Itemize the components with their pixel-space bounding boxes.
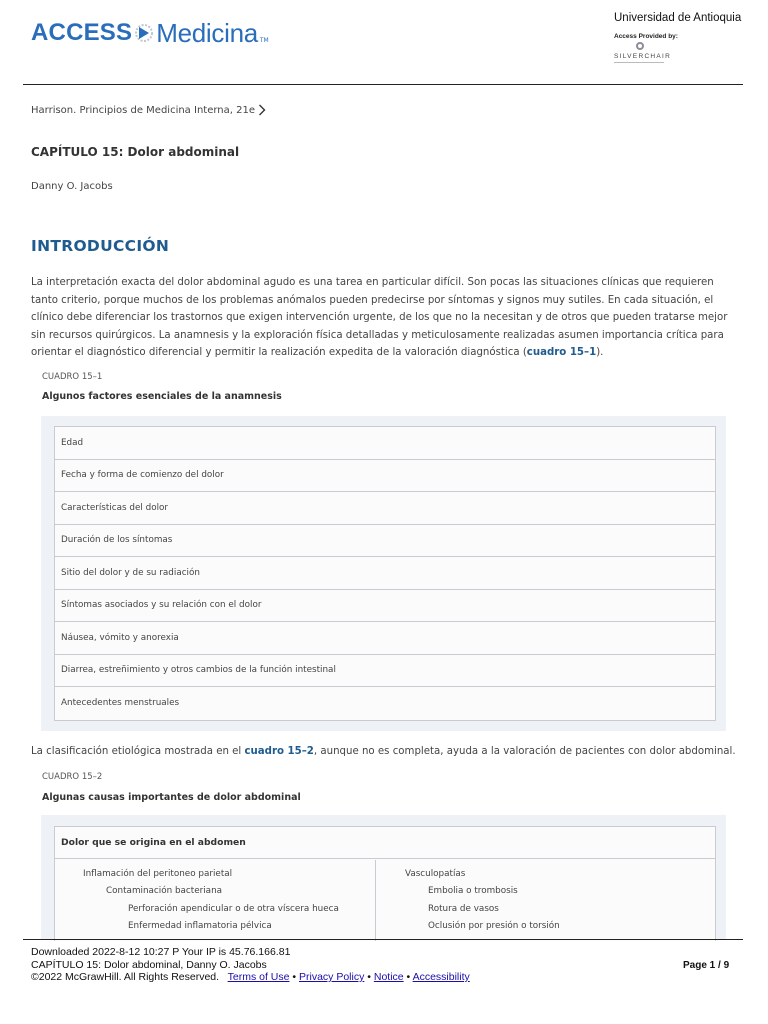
page-footer xyxy=(31,946,470,984)
chevron-right-icon xyxy=(258,104,266,116)
footer-separator: • xyxy=(289,971,299,983)
breadcrumb[interactable] xyxy=(31,104,266,116)
intro-paragraph-end: ). xyxy=(596,347,604,358)
provider-name: SILVERCHAIR xyxy=(614,53,672,60)
table-15-2-link[interactable]: cuadro 15–2 xyxy=(244,746,314,757)
copyright-text: ©2022 McGrawHill. All Rights Reserved. xyxy=(31,971,220,983)
footer-separator: • xyxy=(364,971,374,983)
table1-title: Algunos factores esenciales de la anamnesis xyxy=(42,391,282,402)
access-provided-by-label: Access Provided by: xyxy=(614,33,678,40)
classification-paragraph xyxy=(31,743,736,761)
table2-label: CUADRO 15–2 xyxy=(42,772,103,782)
logo-medicina-text: Medicina xyxy=(156,17,258,48)
table-row: Antecedentes menstruales xyxy=(61,698,180,709)
table1-label: CUADRO 15–1 xyxy=(42,372,103,382)
institution-name: Universidad de Antioquia xyxy=(614,12,742,24)
logo-access-text: ACCESS xyxy=(31,19,133,46)
page-number: Page 1 / 9 xyxy=(683,960,730,971)
breadcrumb-book-title[interactable]: Harrison. Principios de Medicina Interna, 21e xyxy=(31,104,255,116)
table2-title: Algunas causas importantes de dolor abdominal xyxy=(42,792,301,803)
accessmedicina-logo[interactable] xyxy=(31,14,269,52)
page-header xyxy=(0,0,768,84)
table2-right-item: Embolia o trombosis xyxy=(428,886,518,896)
table-row: Náusea, vómito y anorexia xyxy=(55,622,715,655)
table2-left-item: Perforación apendicular o de otra víscera hueca xyxy=(128,904,339,914)
table2-right-item: Oclusión por presión o torsión xyxy=(428,921,560,931)
intro-paragraph xyxy=(31,274,736,362)
table2-left-item: Inflamación del peritoneo parietal xyxy=(83,869,233,879)
logo-trademark: TM xyxy=(259,36,269,44)
table2-column-divider xyxy=(375,860,376,941)
table1 xyxy=(54,426,716,721)
footer-legal-line xyxy=(31,971,470,984)
table-row: Fecha y forma de comienzo del dolor xyxy=(55,460,715,493)
intro-paragraph-text: La interpretación exacta del dolor abdominal agudo es una tarea en particular difícil. Son pocas las situaciones clínicas que requieren tanto criterio, porque muchos de los problemas anómalos pueden predecirse por síntomas y signos muy sutiles. En cada situación, el clínico debe diferenciar los trastornos que exigen intervención urgente, de los que no la necesitan y de otros que pueden tratarse mejor sin recursos quirúrgicos. La anamnesis y la exploración física detalladas y meticulosamente realizadas asumen importancia crítica para orientar el diagnóstico diferencial y permitir la realización expedita de la valoración diagnóstica ( xyxy=(31,277,728,358)
table-15-1-link[interactable]: cuadro 15–1 xyxy=(526,347,597,358)
header-divider xyxy=(23,84,743,85)
table2 xyxy=(54,826,716,941)
classification-text-end: , aunque no es completa, ayuda a la valoración de pacientes con dolor abdominal. xyxy=(313,746,736,757)
table1-container xyxy=(41,416,726,731)
footer-chapter-line: CAPÍTULO 15: Dolor abdominal, Danny O. Jacobs xyxy=(31,958,267,971)
table2-left-item: Enfermedad inflamatoria pélvica xyxy=(128,921,272,931)
table2-right-item: Vasculopatías xyxy=(405,869,466,879)
footer-divider xyxy=(23,939,743,940)
chapter-title: CAPÍTULO 15: Dolor abdominal xyxy=(31,145,240,159)
table-row: Diarrea, estreñimiento y otros cambios de la función intestinal xyxy=(55,655,715,688)
table2-left-item: Contaminación bacteriana xyxy=(106,886,223,896)
classification-text-start: La clasificación etiológica mostrada en el xyxy=(31,746,245,757)
table-row: Síntomas asociados y su relación con el dolor xyxy=(55,590,715,623)
table2-header: Dolor que se origina en el abdomen xyxy=(55,827,715,859)
table2-container xyxy=(41,815,726,940)
logo-gear-arrow-icon xyxy=(133,22,155,44)
terms-of-use-link[interactable]: Terms of Use xyxy=(227,971,290,983)
footer-separator: • xyxy=(403,971,413,983)
download-info: Downloaded 2022-8-12 10:27 P Your IP is 45.76.166.81 xyxy=(31,946,291,958)
table-row: Características del dolor xyxy=(55,492,715,525)
table-row: Sitio del dolor y de su radiación xyxy=(55,557,715,590)
accessibility-link[interactable]: Accessibility xyxy=(412,971,470,983)
section-heading: INTRODUCCIÓN xyxy=(31,237,170,255)
notice-link[interactable]: Notice xyxy=(373,971,404,983)
provider-underline xyxy=(614,62,664,63)
table2-right-item: Rotura de vasos xyxy=(428,904,499,914)
author-name: Danny O. Jacobs xyxy=(31,181,113,192)
table-row: Duración de los síntomas xyxy=(55,525,715,558)
silverchair-logo-icon xyxy=(635,41,645,51)
table-row: Edad xyxy=(55,427,715,460)
privacy-policy-link[interactable]: Privacy Policy xyxy=(299,971,365,983)
